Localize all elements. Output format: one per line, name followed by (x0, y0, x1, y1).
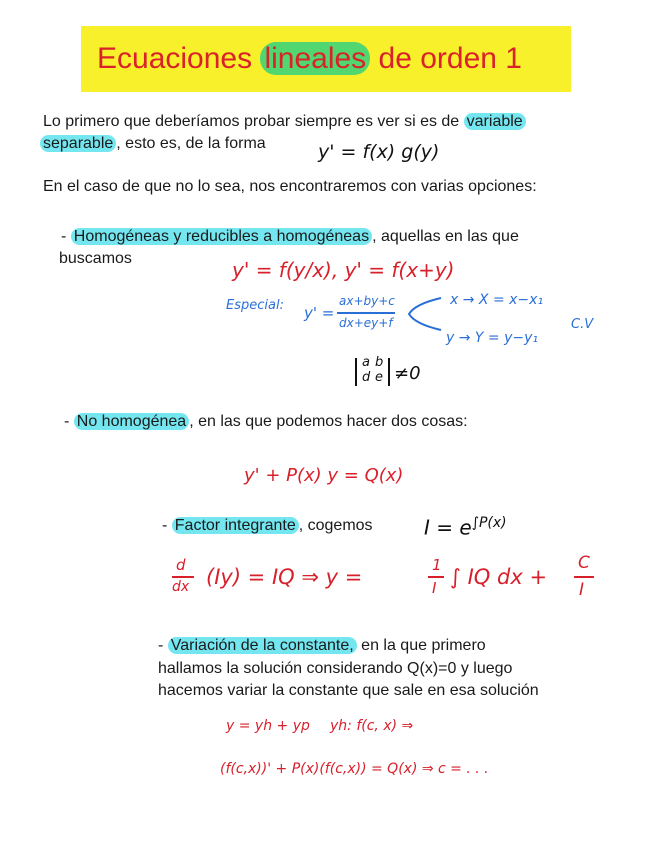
homogeneous-after: , aquellas en las que (372, 228, 519, 245)
intro-line-2 (40, 134, 266, 153)
intro-highlight-separable: separable (40, 135, 116, 152)
frac-I1: I (432, 579, 437, 597)
det-a: a (362, 355, 370, 370)
nonhomogeneous-highlight: No homogénea (74, 413, 189, 430)
frac-C: C (578, 553, 590, 573)
integrating-factor-formula (424, 515, 507, 540)
det-not-zero: ≠0 (394, 363, 421, 384)
det-d: d (362, 370, 371, 385)
factor-after: , cogemos (298, 517, 373, 534)
derivative-d: d (176, 556, 186, 574)
special-label: Especial: (226, 298, 284, 313)
factor-heading (162, 516, 373, 535)
change-of-variable-label: C.V (571, 317, 594, 332)
intro-text-2: , esto es, de la forma (116, 135, 266, 152)
dash: - (64, 413, 74, 430)
variation-line-3: hacemos variar la constante que sale en esa solución (158, 682, 539, 699)
nonhomogeneous-after: , en las que podemos hacer dos cosas: (189, 413, 468, 430)
variation-formula-1: y = yh + yp (226, 718, 310, 734)
variation-line-2: hallamos la solución considerando Q(x)=0 y luego (158, 660, 513, 677)
derivative-dx: dx (172, 579, 190, 595)
frac-I2: I (579, 580, 585, 600)
variation-formula-3: (f(c,x))' + P(x)(f(c,x)) = Q(x) ⇒ c = . . . (220, 761, 489, 777)
special-denominator: dx+ey+f (339, 316, 393, 330)
dash: - (158, 637, 168, 654)
factor-highlight: Factor integrante (172, 517, 299, 534)
special-y: y' = (304, 304, 335, 322)
page-title (97, 42, 522, 76)
intro-highlight-variable: variable (464, 113, 526, 130)
variation-after: en la que primero (356, 637, 486, 654)
intro-line-1 (43, 112, 526, 131)
frac-bar-1 (428, 576, 444, 578)
fraction-bar (337, 312, 395, 314)
nonhomogeneous-heading (64, 412, 468, 431)
homogeneous-formulas: y' = f(y/x), y' = f(x+y) (232, 258, 455, 282)
det-bar-right (388, 358, 390, 386)
brace-icon (405, 296, 445, 332)
dash: - (162, 517, 172, 534)
variation-highlight: Variación de la constante, (168, 637, 357, 654)
derivative-bar (172, 576, 194, 578)
frac-one: 1 (432, 556, 442, 574)
homogeneous-line-2: buscamos (59, 250, 132, 267)
substitution-x: x → X = x−x₁ (450, 292, 544, 308)
homogeneous-highlight: Homogéneas y reducibles a homogéneas (71, 228, 372, 245)
factor-I: I = e (424, 515, 472, 540)
frac-bar-2 (574, 576, 594, 578)
options-intro: En el caso de que no lo sea, nos encontraremos con varias opciones: (43, 178, 537, 195)
integral-expression: ∫ IQ dx + (450, 565, 548, 589)
substitution-y: y → Y = y−y₁ (446, 330, 539, 346)
homogeneous-heading (61, 227, 519, 246)
det-bar-left (355, 358, 357, 386)
title-highlight: lineales (260, 42, 370, 75)
factor-exponent: ∫P(x) (471, 515, 507, 531)
variation-heading (158, 636, 486, 655)
det-b: b (375, 355, 384, 370)
separable-formula: y' = f(x) g(y) (318, 141, 440, 163)
factor-equation: (Iy) = IQ ⇒ y = (206, 565, 363, 589)
intro-text: Lo primero que deberíamos probar siempre es ver si es de (43, 113, 464, 130)
title-after: de orden 1 (370, 42, 522, 75)
title-before: Ecuaciones (97, 42, 261, 75)
variation-formula-2: yh: f(c, x) ⇒ (330, 718, 414, 734)
linear-ode-formula: y' + P(x) y = Q(x) (244, 465, 404, 486)
special-numerator: ax+by+c (339, 294, 395, 308)
det-e: e (375, 370, 383, 385)
dash: - (61, 228, 71, 245)
